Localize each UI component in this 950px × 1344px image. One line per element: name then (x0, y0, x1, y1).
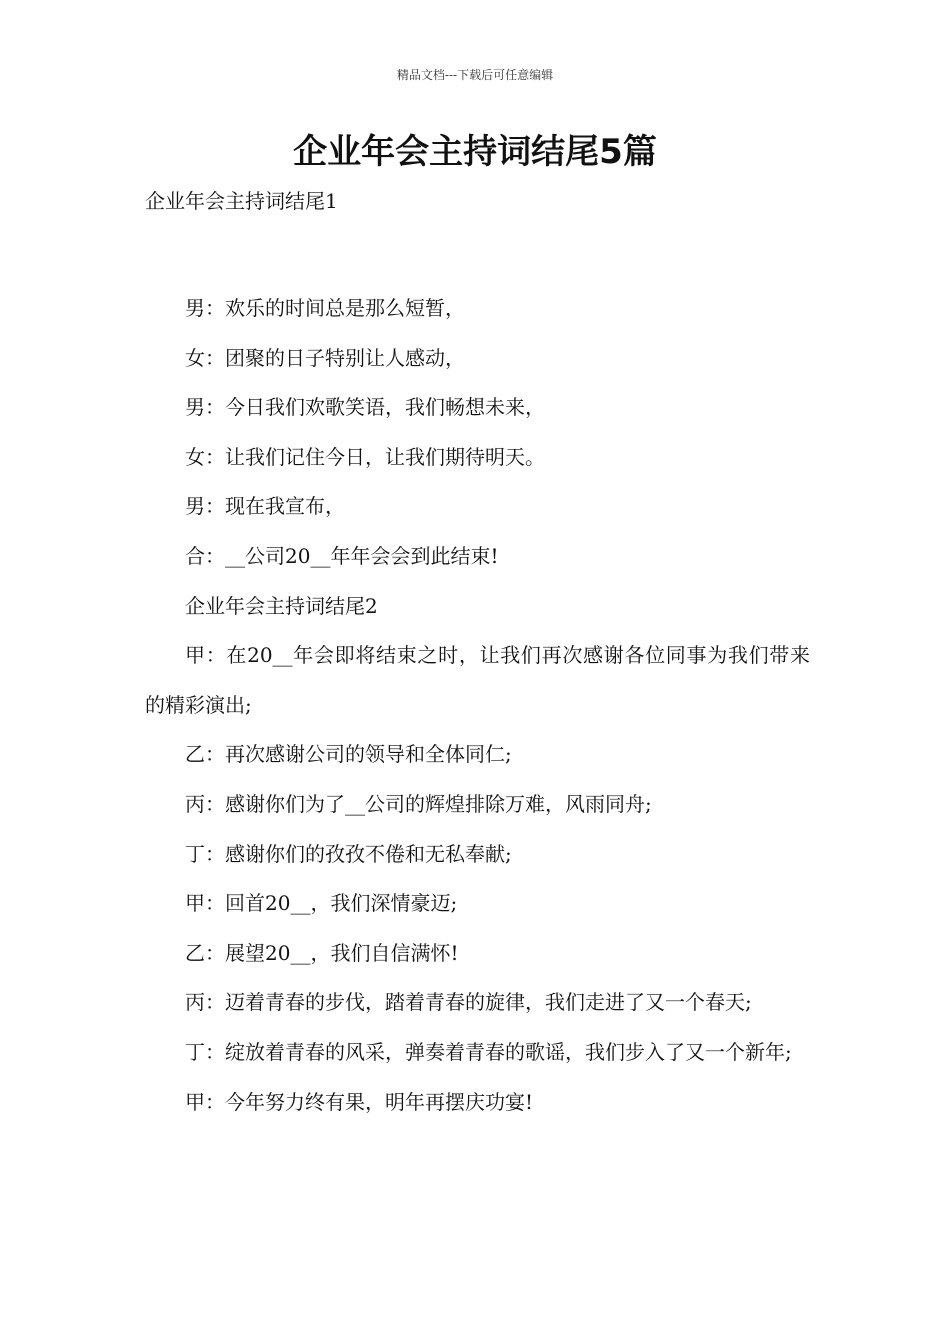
paragraph: 丁：绽放着青春的风采，弹奏着青春的歌谣，我们步入了又一个新年; (185, 1039, 792, 1064)
header-note: 精品文档---下载后可任意编辑 (396, 68, 554, 82)
paragraph: 男：欢乐的时间总是那么短暂， (185, 296, 465, 320)
paragraph: 女：团聚的日子特别让人感动， (185, 345, 465, 370)
paragraph: 丁：感谢你们的孜孜不倦和无私奉献; (185, 841, 512, 866)
document-title: 企业年会主持词结尾5篇 (293, 132, 657, 172)
paragraph: 丙：感谢你们为了__公司的辉煌排除万难，风雨同舟; (185, 791, 652, 816)
paragraph: 女：让我们记住今日，让我们期待明天。 (185, 444, 545, 469)
paragraph: 甲：今年努力终有果，明年再摆庆功宴! (185, 1089, 534, 1114)
document-body (145, 284, 810, 1127)
paragraph: 甲：回首20__，我们深情豪迈; (185, 891, 458, 916)
paragraph: 男：现在我宣布， (185, 494, 345, 519)
paragraph: 乙：展望20__，我们自信满怀! (185, 940, 459, 965)
section-heading: 企业年会主持词结尾2 (185, 593, 378, 618)
paragraph: 男：今日我们欢歌笑语，我们畅想未来， (185, 395, 545, 420)
paragraph: 甲：在20__年会即将结束之时，让我们再次感谢各位同事为我们带来的精彩演出; (145, 643, 810, 717)
paragraph: 合：__公司20__年年会会到此结束! (185, 543, 499, 568)
paragraph: 丙：迈着青春的步伐，踏着青春的旋律，我们走进了又一个春天; (185, 990, 752, 1015)
paragraph: 乙：再次感谢公司的领导和全体同仁; (185, 742, 512, 767)
section-heading: 企业年会主持词结尾1 (145, 189, 338, 213)
